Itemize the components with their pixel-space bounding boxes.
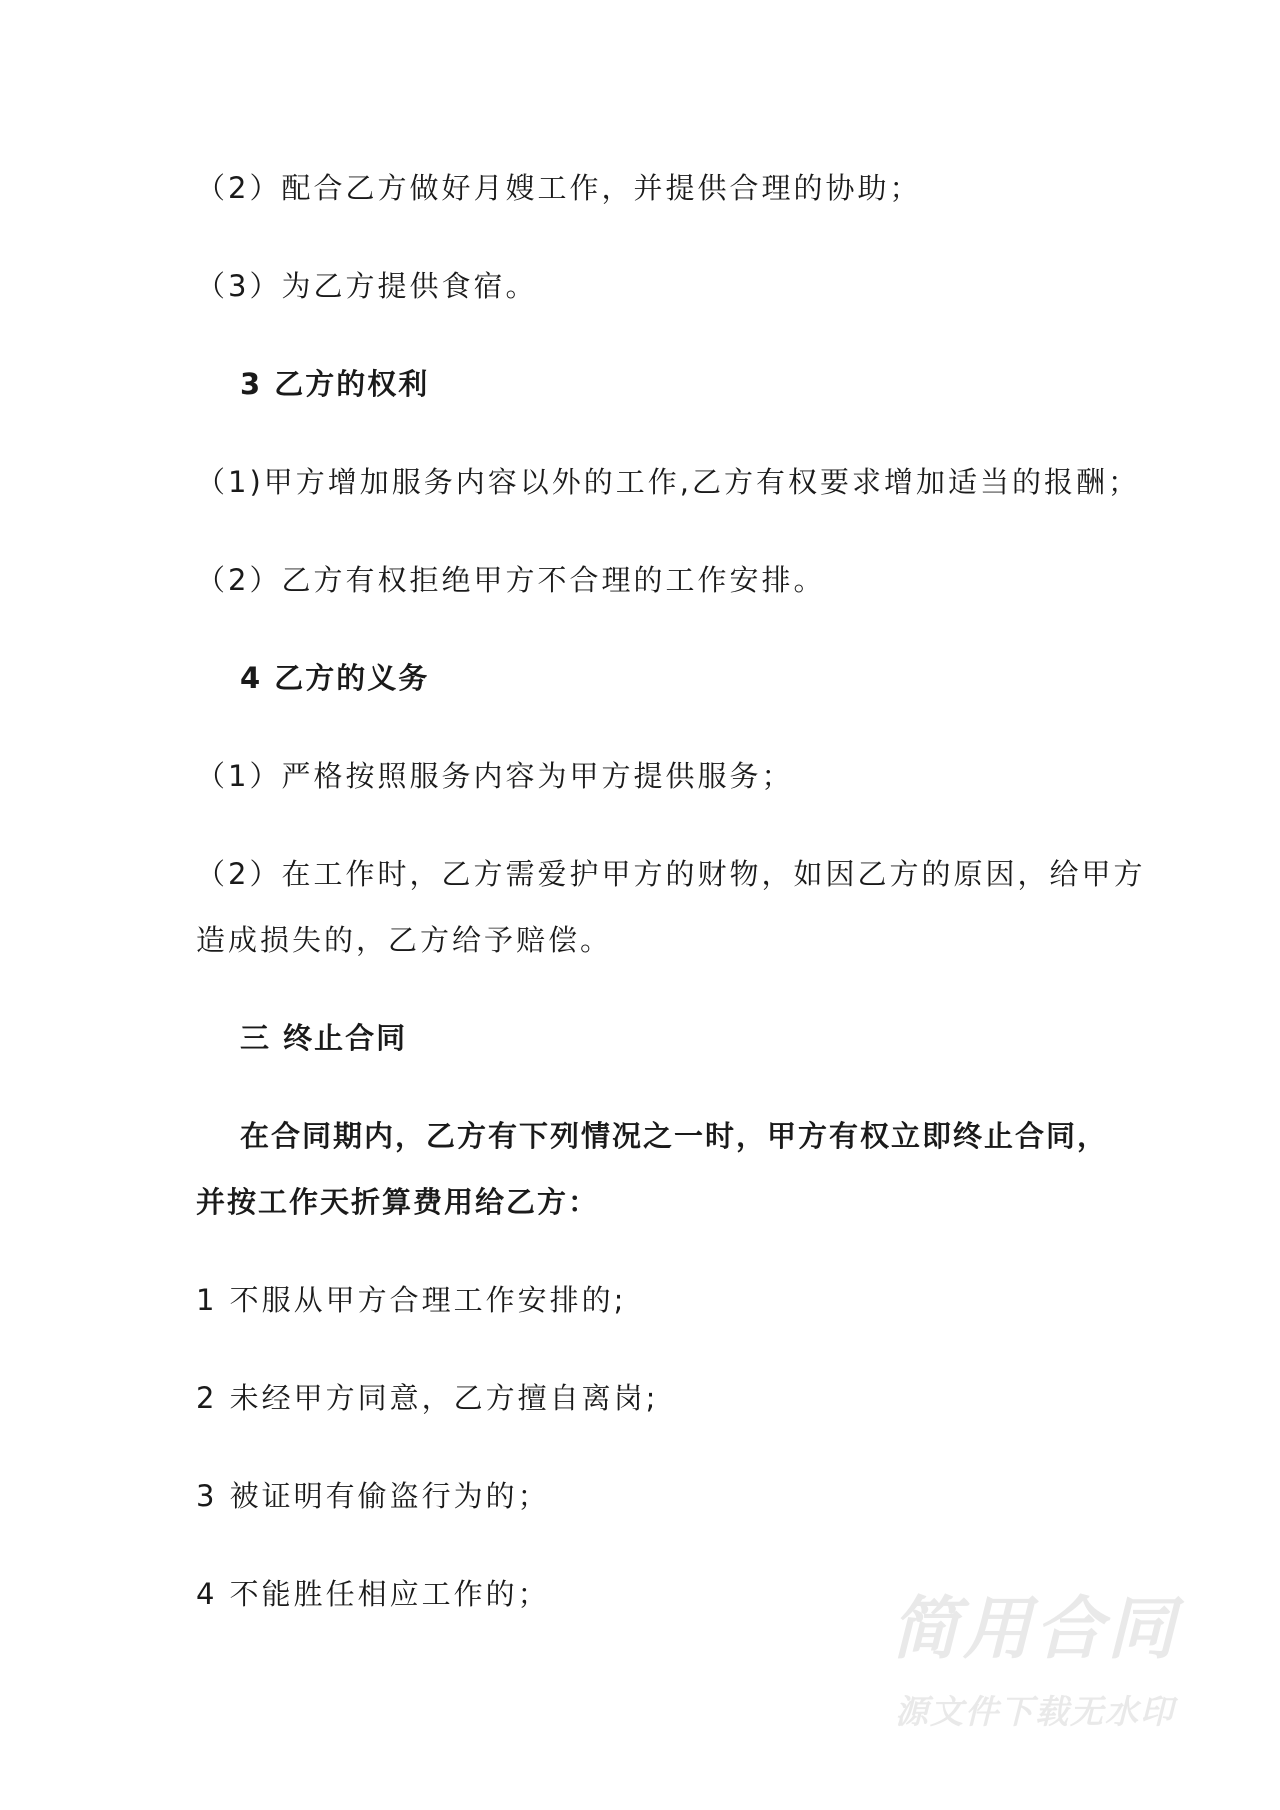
clause-party-a-duty-3: （3）为乙方提供食宿。 [196,269,538,303]
clause-party-b-duty-2-line-2: 造成损失的，乙方给予赔偿。 [196,923,613,957]
termination-intro-line-2: 并按工作天折算费用给乙方： [196,1185,600,1219]
clause-party-b-duty-2-line-1: （2）在工作时，乙方需爱护甲方的财物，如因乙方的原因，给甲方 [196,857,1146,891]
section-party-b-rights-heading: 3 乙方的权利 [240,367,430,401]
watermark-subtitle: 源文件下载无水印 [895,1692,1175,1731]
termination-condition-2: 2 未经甲方同意，乙方擅自离岗; [196,1381,659,1415]
termination-condition-1: 1 不服从甲方合理工作安排的; [196,1283,627,1317]
clause-party-b-duty-1: （1）严格按照服务内容为甲方提供服务； [196,759,794,793]
termination-intro-line-1: 在合同期内，乙方有下列情况之一时，甲方有权立即终止合同， [240,1119,1109,1153]
termination-condition-3: 3 被证明有偷盗行为的； [196,1479,550,1513]
clause-party-a-duty-2: （2）配合乙方做好月嫂工作，并提供合理的协助； [196,171,922,205]
section-termination-heading: 三 终止合同 [240,1021,408,1055]
termination-condition-4: 4 不能胜任相应工作的； [196,1577,550,1611]
watermark-title: 简用合同 [890,1590,1179,1669]
watermark [870,1592,1200,1734]
clause-party-b-right-2: （2）乙方有权拒绝甲方不合理的工作安排。 [196,563,826,597]
section-party-b-duties-heading: 4 乙方的义务 [240,661,430,695]
clause-party-b-right-1: （1)甲方增加服务内容以外的工作,乙方有权要求增加适当的报酬； [196,465,1140,499]
